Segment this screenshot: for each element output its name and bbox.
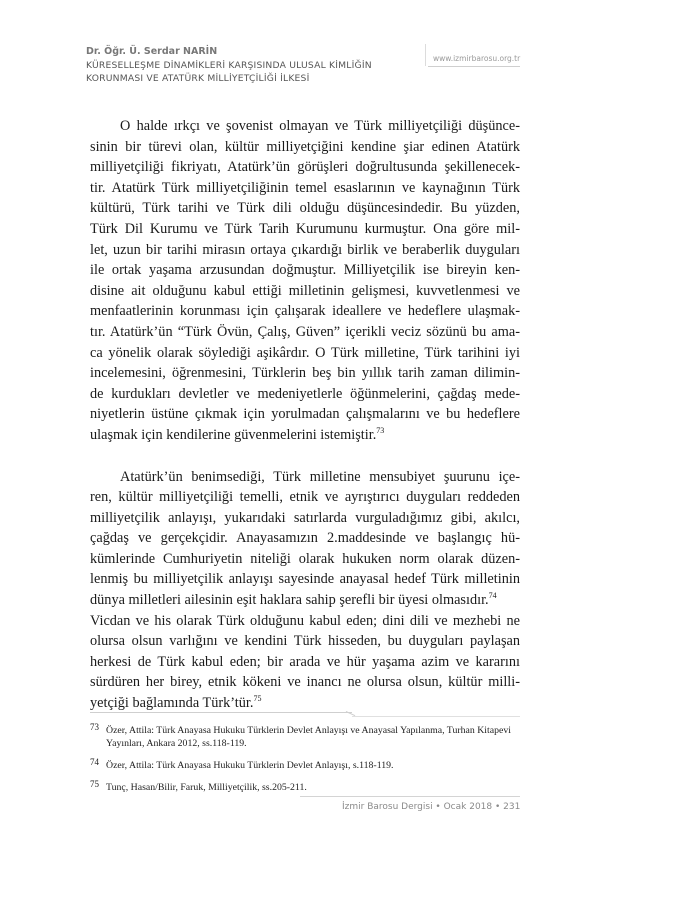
footnote-number: 74 bbox=[90, 757, 99, 767]
text-line-content: yetçiği bağlamında Türk’tür. bbox=[90, 695, 254, 712]
paragraph-1 bbox=[90, 116, 520, 446]
footnote-text: Tunç, Hasan/Bilir, Faruk, Milliyetçilik, ss.205-211. bbox=[106, 782, 307, 793]
paragraph-2 bbox=[90, 467, 520, 714]
footnote-ref: 75 bbox=[253, 694, 262, 704]
footnote-text: Özer, Attila: Türk Anayasa Hukuku Türklerin Devlet Anlayışı, s.118-119. bbox=[106, 760, 394, 771]
text-line: kültürü, Türk tarihi ve Türk dili olduğu düşüncesindedir. Bu yüzden, bbox=[90, 200, 520, 217]
text-line: milliyetçilik anlayışı, yukarıdaki satırlarda vurguladığımız gibi, akılcı, bbox=[90, 509, 520, 526]
header-title-line: KÜRESELLEŞME DİNAMİKLERİ KARŞISINDA ULUSAL KİMLİĞİN bbox=[86, 60, 372, 71]
text-line: sinin bir türevi olan, kültür milliyetçiğini kendine şiar edinen Atatürk bbox=[90, 138, 520, 155]
text-line: çağdaş ve gerçekçidir. Anayasamızın 2.maddesinde ve başlangıç hü- bbox=[90, 530, 520, 547]
header-url: www.izmirbarosu.org.tr bbox=[433, 54, 521, 63]
footnote-number: 73 bbox=[90, 722, 99, 732]
header-author: Dr. Öğr. Ü. Serdar NARİN bbox=[86, 46, 218, 57]
footnote bbox=[90, 781, 520, 794]
text-line: ile ortak yaşama arzusundan doğmuştur. Milliyetçilik ise bireyin ken- bbox=[90, 262, 520, 279]
footnote-rule-right bbox=[352, 716, 520, 717]
footnotes bbox=[90, 724, 520, 803]
text-line: milliyetçiliği fikriyatı, Atatürk’ün görüşleri doğrultusunda şekillenecek- bbox=[90, 159, 520, 176]
text-line: disine ait olduğunu kabul ettiği milletinin gelişmesi, kuvvetlenmesi ve bbox=[90, 282, 520, 299]
text-line bbox=[90, 693, 520, 714]
header-divider bbox=[425, 44, 426, 66]
footer-rule bbox=[300, 796, 520, 797]
text-line: Atatürk’ün benimsediği, Türk milletine mensubiyet şuurunu içe- bbox=[120, 468, 520, 485]
text-line bbox=[90, 425, 520, 446]
text-line: incelemesini, öğrenmesini, Türklerin beş bin yıllık tarih zaman dilimin- bbox=[90, 365, 520, 382]
footnote-text: Özer, Attila: Türk Anayasa Hukuku Türklerin Devlet Anlayışı ve Anayasal Yapılanma, Turhan Kitapevi bbox=[106, 725, 511, 736]
text-line: menfaatlerinin korunması için çalışarak ideallere ve hedeflere ulaşmak- bbox=[90, 303, 520, 320]
footnote bbox=[90, 759, 520, 772]
body-text bbox=[90, 116, 520, 714]
text-line: niyetlerin üstüne çıkmak için yorulmadan çalışmalarını ve bu hedeflere bbox=[90, 406, 520, 423]
text-line: kümlerinde Cumhuriyetin niteliği olarak hukuken norm olarak düzen- bbox=[90, 550, 520, 567]
text-line: Vicdan ve his olarak Türk olduğunu kabul eden; dini dili ve mezhebi ne bbox=[90, 612, 520, 629]
header-article-title bbox=[86, 60, 372, 85]
footnote-number: 75 bbox=[90, 779, 99, 789]
footnote-rule bbox=[90, 712, 352, 713]
text-line-content: dünya milletleri ailesinin eşit haklara sahip şerefli bir üyesi olmasıdır. bbox=[90, 592, 489, 609]
text-line: ren, kültür milliyetçiliği temelli, etnik ve ayrıştırıcı duyguları reddeden bbox=[90, 489, 520, 506]
text-line: olursa olsun varlığını ve kendini Türk hisseden, bu duyguları paylaşan bbox=[90, 633, 520, 650]
text-line: sürdüren her birey, etnik kökeni ve inancı ne olursa olsun, kültür milli- bbox=[90, 674, 520, 691]
header-rule bbox=[428, 66, 520, 67]
text-line: let, uzun bir tarihi mirasın ortaya çıkardığı birlik ve beraberlik duyguları bbox=[90, 241, 520, 258]
footnote-text: Yayınları, Ankara 2012, ss.118-119. bbox=[106, 738, 247, 749]
text-line: de kurdukları devletler ve medeniyetlerle öğünmelerini, çağdaş mede- bbox=[90, 385, 520, 402]
text-line: tır. Atatürk’ün “Türk Övün, Çalış, Güven” içerikli veciz sözünü bu ama- bbox=[90, 323, 520, 340]
footnote bbox=[90, 724, 520, 750]
header-title-line: KORUNMASI VE ATATÜRK MİLLİYETÇİLİĞİ İLKESİ bbox=[86, 72, 310, 84]
text-line bbox=[90, 590, 520, 611]
text-line-content: ulaşmak için kendilerine güvenmelerini istemiştir. bbox=[90, 426, 377, 443]
text-line: lenmiş bu milliyetçilik anlayışı sayesinde anayasal hedef Türk milletinin bbox=[90, 571, 520, 588]
text-line: Türk Dil Kurumu ve Türk Tarih Kurumunu kurmuştur. Ona göre mil- bbox=[90, 220, 520, 237]
text-line: O halde ırkçı ve şovenist olmayan ve Türk milliyetçiliği düşünce- bbox=[120, 118, 520, 134]
text-line: herkesi de Türk kabul eden; bir arada ve hür yaşama azim ve kararını bbox=[90, 653, 520, 670]
footnote-ref: 73 bbox=[376, 426, 385, 436]
page-footer: İzmir Barosu Dergisi • Ocak 2018 • 231 bbox=[342, 802, 521, 812]
text-line: tir. Atatürk Türk milliyetçiliğinin temel esaslarının ve kaynağının Türk bbox=[90, 179, 520, 196]
footnote-ref: 74 bbox=[488, 591, 497, 601]
text-line: ca yönelik olarak söylediği aşikârdır. O Türk milletine, Türk tarihini iyi bbox=[90, 344, 520, 361]
